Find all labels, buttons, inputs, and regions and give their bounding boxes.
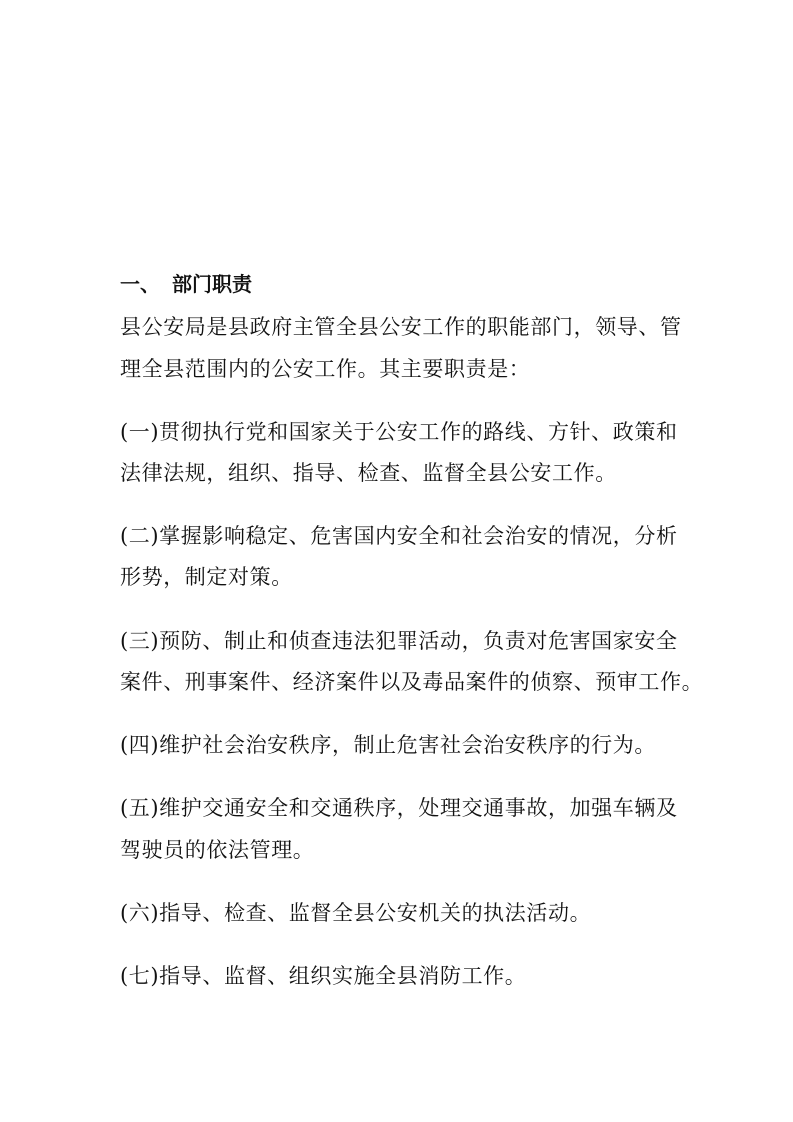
section-title: 部门职责: [172, 272, 252, 296]
intro-line-1: 县公安局是县政府主管全县公安工作的职能部门，领导、管: [120, 315, 682, 339]
duty-4-line-1: (四)维护社会治安秩序，制止危害社会治安秩序的行为。: [120, 733, 656, 757]
duty-1-line-2: 法律法规，组织、指导、检查、监督全县公安工作。: [120, 461, 617, 485]
intro-line-2: 理全县范围内的公安工作。其主要职责是：: [120, 357, 531, 381]
duty-2-line-2: 形势，制定对策。: [120, 565, 293, 589]
duty-5-line-2: 驾驶员的依法管理。: [120, 838, 315, 862]
section-number: 一、: [120, 272, 160, 296]
duty-6-line-1: (六)指导、检查、监督全县公安机关的执法活动。: [120, 901, 592, 925]
duty-3-line-2: 案件、刑事案件、经济案件以及毒品案件的侦察、预审工作。: [120, 670, 704, 694]
duty-5-line-1: (五)维护交通安全和交通秩序，处理交通事故，加强车辆及: [120, 796, 678, 820]
duty-1-line-1: (一)贯彻执行党和国家关于公安工作的路线、方针、政策和: [120, 420, 678, 444]
duty-2-line-1: (二)掌握影响稳定、危害国内安全和社会治安的情况，分析: [120, 524, 678, 548]
section-heading: [120, 270, 252, 298]
duty-3-line-1: (三)预防、制止和侦查违法犯罪活动，负责对危害国家安全: [120, 629, 678, 653]
duty-7-line-1: (七)指导、监督、组织实施全县消防工作。: [120, 964, 527, 988]
